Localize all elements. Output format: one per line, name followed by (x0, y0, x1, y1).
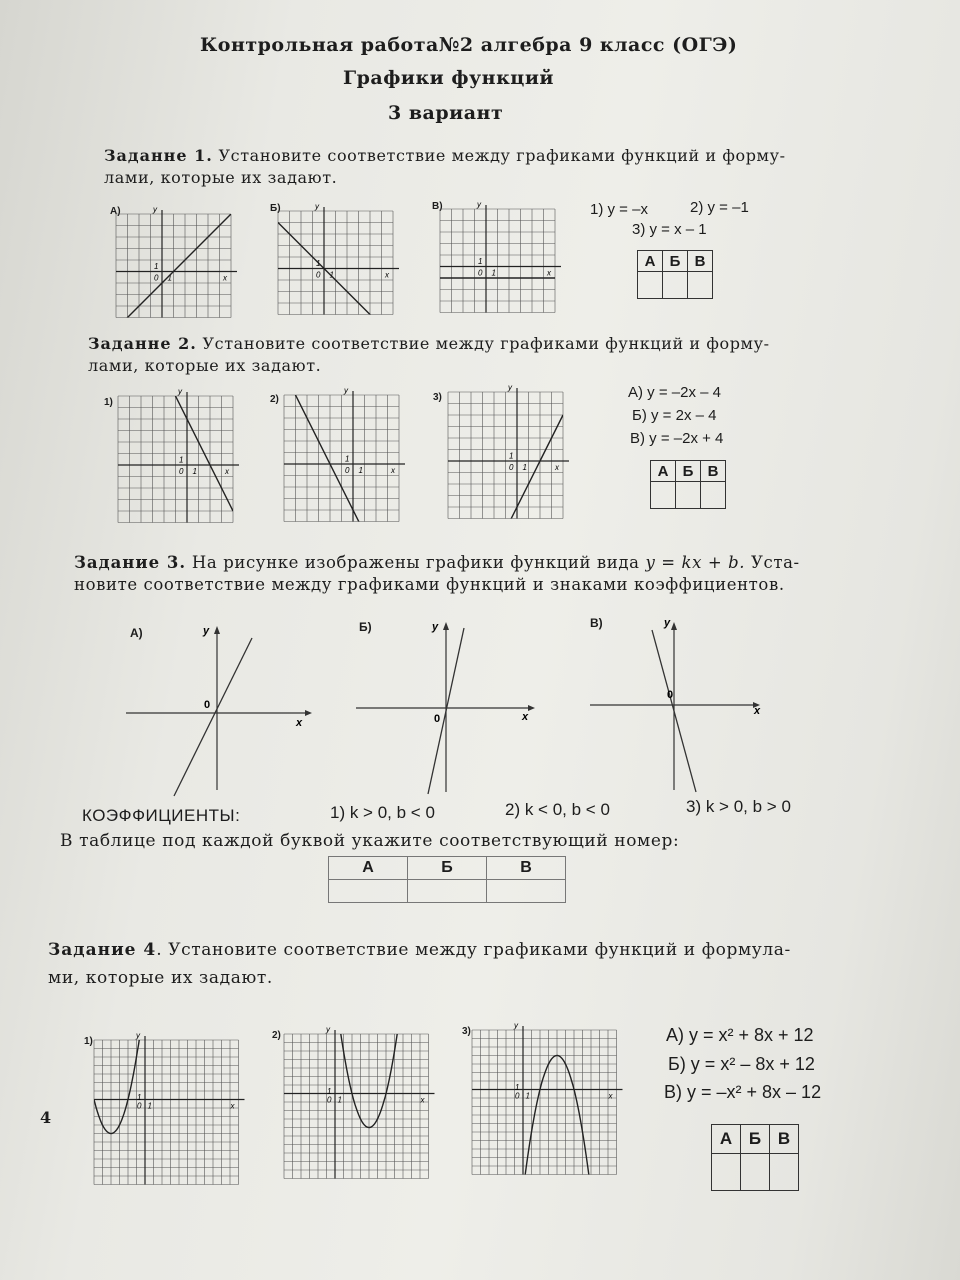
task2-graph-1 (118, 387, 234, 518)
task3-graph-c-letter: В) (590, 616, 603, 630)
tick-one-y: 1 (154, 262, 159, 271)
axis-y-label: y (514, 1021, 518, 1030)
margin-mark: 4 (40, 1108, 52, 1127)
answer-cell-c[interactable] (701, 482, 726, 509)
task4-graph-1 (94, 1031, 246, 1192)
tick-one-y: 1 (509, 451, 514, 461)
answer-header-a: А (329, 857, 408, 880)
origin-label: 0 (509, 463, 514, 472)
tick-one-y: 1 (327, 1087, 332, 1096)
task3-label: Задание 3. (74, 553, 187, 572)
task3-instruction: В таблице под каждой буквой укажите соответствующий номер: (60, 831, 680, 851)
tick-one-x: 1 (192, 467, 197, 476)
task3-answer-table (328, 856, 566, 903)
answer-cell-c[interactable] (770, 1154, 799, 1191)
origin-label: 0 (345, 466, 350, 475)
origin-label: 0 (137, 1101, 142, 1111)
tick-one-x: 1 (525, 1091, 530, 1101)
answer-header-b: Б (741, 1125, 770, 1154)
answer-cell-b[interactable] (408, 880, 487, 903)
origin-label: 0 (179, 467, 184, 476)
axis-x-label: x (223, 273, 227, 283)
task1-graph-b (278, 202, 394, 313)
task1-graph-c-letter: В) (432, 201, 443, 212)
task1-graph-c (440, 200, 556, 307)
task2-formula-a: А) y = –2x – 4 (628, 384, 721, 401)
task2-formula-b: Б) y = 2x – 4 (632, 407, 717, 424)
answer-cell-c[interactable] (487, 880, 566, 903)
coef-option-2: 2) k < 0, b < 0 (505, 800, 610, 819)
task3-graph-c (588, 612, 778, 792)
task2-answer-table (650, 460, 726, 509)
answer-header-b: Б (663, 251, 688, 272)
answer-header-c: В (770, 1125, 799, 1154)
task4-formula-a: А) y = x² + 8x + 12 (666, 1025, 814, 1045)
answer-cell-b[interactable] (741, 1154, 770, 1191)
tick-one-x: 1 (167, 273, 172, 283)
axis-x-label: x (385, 270, 389, 280)
task3-graph-b (352, 614, 552, 794)
axis-y-label: y (153, 205, 157, 214)
task3-text-line2: новите соответствие между графиками функций и знаками коэффициентов. (74, 575, 785, 594)
axis-x-label: x (230, 1101, 235, 1111)
task1-formula-1: 1) y = –x (590, 201, 648, 218)
task2-graph-1-letter: 1) (104, 397, 113, 408)
task1-label: Заданне 1. (104, 146, 213, 165)
axis-y-label: y (178, 387, 182, 396)
task2-graph-2-letter: 2) (270, 394, 279, 405)
task4-text-line1: . Установите соответствие между графиками функций и формула- (156, 940, 791, 960)
task4-formula-c: В) y = –x² + 8x – 12 (664, 1082, 822, 1102)
axis-y-label: y (203, 625, 210, 637)
axis-x-label: x (391, 466, 395, 475)
tick-one-x: 1 (329, 270, 334, 280)
page-title: Контрольная работа№2 алгебра 9 класс (ОГЭ) (200, 34, 738, 56)
task2-text-line1: Установите соответствие между графиками функций и форму- (202, 334, 770, 353)
tick-one-x: 1 (522, 463, 527, 472)
answer-cell-b[interactable] (676, 482, 701, 509)
axis-y-label: y (477, 200, 481, 209)
answer-header-c: В (688, 251, 713, 272)
task2-graph-3 (448, 383, 564, 512)
task2-text (88, 333, 808, 377)
axis-y-label: y (508, 383, 512, 392)
axis-x-label: x (296, 717, 303, 729)
task2-text-line2: лами, которые их задают. (88, 356, 322, 375)
axis-x-label: x (555, 463, 559, 472)
task2-graph-2 (284, 386, 400, 517)
tick-one-y: 1 (478, 257, 483, 266)
task4-label: Задание 4 (48, 940, 157, 960)
task3-text-line1-end: Уста- (750, 553, 800, 572)
task2-graph-3-letter: 3) (433, 392, 442, 403)
task3-graph-b-letter: Б) (359, 620, 372, 634)
axis-x-label: x (608, 1091, 613, 1101)
coef-option-1: 1) k > 0, b < 0 (330, 803, 435, 822)
tick-one-y: 1 (515, 1083, 520, 1092)
task1-answer-table (637, 250, 713, 299)
task3-graph-a-letter: А) (130, 626, 143, 640)
answer-header-a: А (651, 461, 676, 482)
origin-label: 0 (667, 689, 674, 701)
answer-cell-c[interactable] (688, 272, 713, 299)
tick-one-x: 1 (337, 1095, 342, 1105)
answer-cell-a[interactable] (329, 880, 408, 903)
answer-cell-a[interactable] (712, 1154, 741, 1191)
coef-label: КОЭФФИЦИЕНТЫ: (82, 806, 241, 825)
axis-y-label: y (664, 617, 671, 629)
task2-label: Заданне 2. (88, 334, 197, 353)
variant-label: 3 вариант (388, 102, 504, 124)
task4-answer-table (711, 1124, 799, 1191)
tick-one-y: 1 (345, 454, 350, 464)
origin-label: 0 (154, 273, 159, 283)
axis-y-label: y (344, 386, 348, 395)
task1-formula-2: 2) y = –1 (690, 199, 749, 216)
task4-graph-2-letter: 2) (272, 1030, 281, 1041)
tick-one-y: 1 (179, 455, 184, 465)
tick-one-x: 1 (491, 268, 496, 278)
axis-x-label: x (547, 268, 551, 278)
task4-text-line2: ми, которые их задают. (48, 968, 273, 988)
axis-y-label: y (432, 621, 439, 633)
tick-one-x: 1 (358, 466, 363, 475)
task3-text (74, 552, 834, 596)
task3-text-line1: На рисунке изображены графики функций вида (191, 553, 640, 572)
answer-header-a: А (638, 251, 663, 272)
axis-y-label: y (136, 1031, 140, 1040)
task1-formula-3: 3) y = x – 1 (632, 221, 707, 238)
origin-label: 0 (327, 1095, 332, 1105)
answer-header-b: Б (408, 857, 487, 880)
answer-header-a: А (712, 1125, 741, 1154)
task1-graph-b-letter: Б) (270, 203, 281, 214)
task4-text (48, 936, 848, 992)
task4-graph-3 (472, 1021, 624, 1182)
axis-y-label: y (326, 1025, 330, 1034)
answer-cell-a[interactable] (651, 482, 676, 509)
answer-header-c: В (487, 857, 566, 880)
origin-label: 0 (204, 699, 211, 711)
origin-label: 0 (515, 1091, 520, 1101)
task3-graph-a (120, 620, 320, 800)
tick-one-x: 1 (147, 1101, 152, 1111)
task3-formula-inline: y = kx + b. (645, 553, 746, 572)
page-subtitle: Графики функций (343, 67, 555, 89)
coef-option-3: 3) k > 0, b > 0 (686, 797, 791, 816)
task2-formula-c: В) y = –2x + 4 (630, 430, 724, 447)
axis-y-label: y (315, 202, 319, 211)
task4-graph-2 (284, 1025, 436, 1186)
answer-cell-a[interactable] (638, 272, 663, 299)
task4-graph-1-letter: 1) (84, 1036, 93, 1047)
origin-label: 0 (316, 270, 321, 280)
answer-header-b: Б (676, 461, 701, 482)
axis-x-label: x (754, 705, 761, 717)
tick-one-y: 1 (137, 1093, 142, 1102)
task4-formula-b: Б) y = x² – 8x + 12 (668, 1054, 815, 1074)
axis-x-label: x (522, 711, 529, 723)
origin-label: 0 (434, 713, 441, 725)
answer-header-c: В (701, 461, 726, 482)
task1-text-line1: Установите соответствие между графиками функций и форму- (218, 146, 786, 165)
task1-graph-a (116, 205, 232, 316)
tick-one-y: 1 (316, 259, 321, 268)
answer-cell-b[interactable] (663, 272, 688, 299)
task4-graph-3-letter: 3) (462, 1026, 471, 1037)
task1-text (104, 145, 804, 189)
origin-label: 0 (478, 268, 483, 278)
axis-x-label: x (420, 1095, 425, 1105)
axis-x-label: x (225, 467, 229, 476)
task1-text-line2: лами, которые их задают. (104, 168, 338, 187)
task1-graph-a-letter: А) (110, 206, 121, 217)
